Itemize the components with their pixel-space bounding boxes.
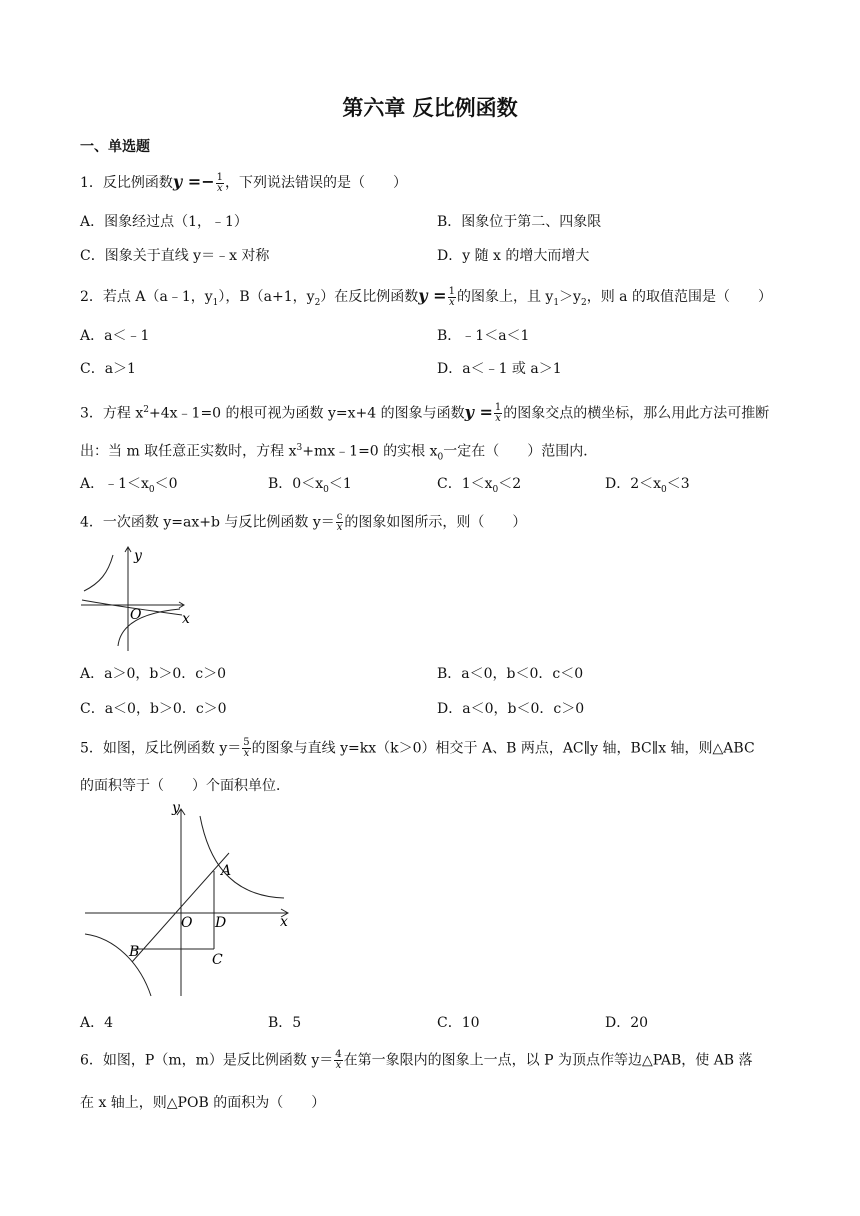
question-6-stem-line2: 在 x 轴上，则△POB 的面积为（ ） — [80, 1095, 326, 1111]
y-axis-label: y — [134, 548, 142, 564]
origin-label: O — [130, 607, 142, 623]
question-4-option-c: C．a＜0，b＞0．c＞0 — [80, 701, 227, 717]
question-3-option-a: A．$﹣1<x_0<0$ — [80, 476, 178, 495]
question-5-stem-line1: 5．如图，反比例函数 y＝ $\frac{5}{x}$ 的图象与直线 y=kx（k＞0）相交于 A、B 两点，AC∥y 轴，BC∥x 轴，则△ABC — [80, 737, 755, 759]
question-5-stem-line2: 的面积等于（ ）个面积单位． — [80, 778, 290, 794]
x-axis-label: x — [182, 611, 190, 627]
question-3-option-b: B．$0<x_0<1$ — [268, 476, 352, 495]
question-4-graph — [78, 543, 198, 655]
point-c-label: C — [212, 952, 223, 968]
question-4-option-a: A．a＞0，b＞0．c＞0 — [80, 666, 226, 682]
question-5-option-c: C．10 — [437, 1015, 480, 1031]
question-6-stem-line1: 6．如图，P（m，m）是反比例函数 y＝ $\frac{4}{x}$ 在第一象限内的图象上一点，以 P 为顶点作等边△PAB，使 AB 落 — [80, 1049, 753, 1071]
page-title: 第六章 反比例函数 — [342, 96, 518, 120]
question-3-option-d: D．$2<x_0<3$ — [605, 476, 690, 495]
question-2-option-a: A．a＜﹣1 — [80, 328, 150, 344]
fraction: $\frac{1}{x}$ — [494, 402, 502, 425]
question-2-stem: 2．若点 A（a﹣1，$y_1$），B（a+1，$y_2$）在反比例函数y = $\frac{1}{x}$ 的图象上，且 $y_1>y_2$，则 a 的取值范围是（ ） — [80, 285, 772, 308]
question-3-stem-line1: 3．方程 $x^2+4x﹣1=0$ 的根可视为函数 y=x+4 的图象与函数y = $\frac{1}{x}$ 的图象交点的横坐标，那么用此方法可推断 — [80, 402, 770, 425]
question-3-stem-line2: 出：当 m 取任意正实数时，方程 $x^3+mx﹣1=0$ 的实根 $x_0$一定在（ ）范围内． — [80, 443, 598, 463]
point-b-label: B — [129, 944, 140, 960]
question-1-option-a: A．图象经过点（1，﹣1） — [80, 214, 248, 230]
question-2-option-c: C．a＞1 — [80, 361, 136, 377]
question-5-option-a: A．4 — [80, 1015, 114, 1031]
question-4-option-b: B．a＜0，b＜0．c＜0 — [437, 666, 584, 682]
question-1-option-b: B．图象位于第二、四象限 — [437, 214, 602, 230]
question-4-option-d: D．a＜0，b＜0．c＞0 — [437, 701, 585, 717]
x-axis-label: x — [280, 914, 288, 930]
question-2-option-b: B．﹣1＜a＜1 — [437, 328, 530, 344]
question-1-option-d: D．y 随 x 的增大而增大 — [437, 248, 590, 264]
fraction: $\frac{4}{x}$ — [335, 1049, 342, 1071]
origin-label: O — [181, 915, 193, 931]
question-5-graph — [80, 798, 296, 1002]
fraction: $\frac{c}{x}$ — [336, 511, 343, 533]
fraction: $\frac{1}{x}$ — [216, 171, 223, 194]
question-1-option-c: C．图象关于直线 y＝﹣x 对称 — [80, 248, 270, 264]
point-a-label: A — [221, 863, 232, 879]
fraction: $\frac{1}{x}$ — [448, 285, 455, 308]
question-5-option-b: B．5 — [268, 1015, 302, 1031]
question-3-option-c: C．$1<x_0<2$ — [437, 476, 522, 495]
question-2-option-d: D．a＜﹣1 或 a＞1 — [437, 361, 562, 377]
question-5-option-d: D．20 — [605, 1015, 649, 1031]
y-axis-label: y — [172, 800, 180, 816]
question-4-stem: 4．一次函数 y=ax+b 与反比例函数 y＝ $\frac{c}{x}$ 的图象如图所示，则（ ） — [80, 511, 527, 533]
section-heading: 一、单选题 — [80, 139, 150, 155]
question-1-stem: 1．反比例函数y =− $\frac{1}{x}$ ，下列说法错误的是（ ） — [80, 171, 407, 194]
point-d-label: D — [215, 915, 227, 931]
fraction: $\frac{5}{x}$ — [243, 737, 250, 759]
